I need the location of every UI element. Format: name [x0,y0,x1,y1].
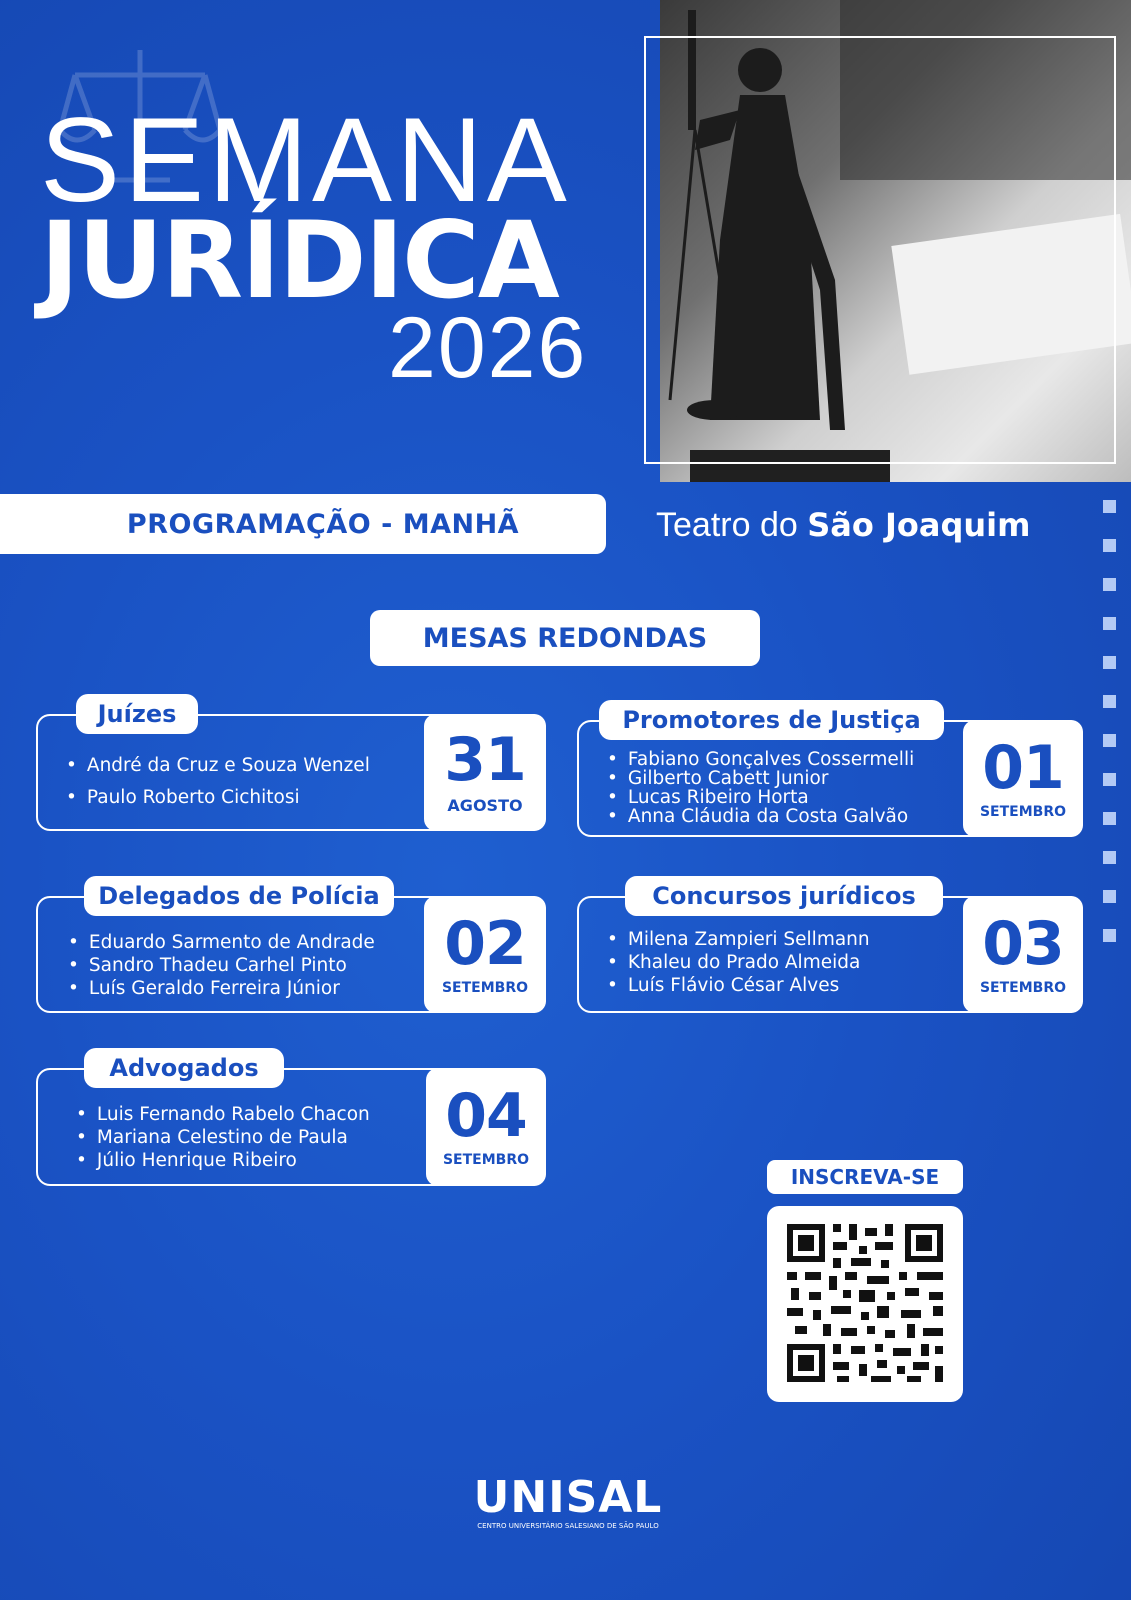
speaker-list [607,750,914,826]
venue [656,506,1030,545]
session-title: Concursos jurídicos [625,876,943,916]
date-month: SETEMBRO [441,979,529,996]
speaker: • Júlio Henrique Ribeiro [76,1149,370,1172]
session-date [424,714,546,831]
date-day: 04 [445,1081,527,1151]
speaker-list [607,928,870,997]
mesas-redondas-heading [370,610,760,666]
session-date [424,896,546,1013]
speaker-list [76,1103,370,1172]
speaker: • André da Cruz e Souza Wenzel [66,750,370,782]
qr-code-icon [767,1206,963,1402]
photo-frame [644,36,1116,464]
venue-prefix: Teatro do [656,506,798,544]
speaker: • Luis Fernando Rabelo Chacon [76,1103,370,1126]
decorative-dots [1103,500,1116,942]
title-juridica: JURÍDICA [40,199,558,322]
program-banner [0,494,606,554]
speaker-list [68,931,375,1000]
speaker: • Sandro Thadeu Carhel Pinto [68,954,375,977]
speaker: • Eduardo Sarmento de Andrade [68,931,375,954]
date-day: 01 [982,732,1064,803]
speaker: • Mariana Celestino de Paula [76,1126,370,1149]
speaker: • Lucas Ribeiro Horta [607,788,914,807]
speaker: • Luís Geraldo Ferreira Júnior [68,977,375,1000]
logo-word: UNISAL [473,1472,663,1523]
date-day: 31 [444,725,526,795]
title-semana: SEMANA [40,93,571,227]
speaker: • Gilberto Cabett Junior [607,769,914,788]
title-year: 2026 [388,300,588,396]
date-day: 03 [982,908,1064,979]
venue-name: São Joaquim [807,506,1031,544]
date-day: 02 [444,908,526,979]
logo-subtitle: CENTRO UNIVERSITÁRIO SALESIANO DE SÃO PAULO [477,1522,659,1530]
signup-qr-code[interactable] [767,1206,963,1402]
speaker: • Fabiano Gonçalves Cossermelli [607,750,914,769]
session-title: Promotores de Justiça [599,700,944,740]
date-month: SETEMBRO [442,1152,530,1168]
session-title: Juízes [76,694,198,734]
speaker: • Luís Flávio César Alves [607,974,870,997]
session-title: Delegados de Polícia [84,876,394,916]
speaker: • Anna Cláudia da Costa Galvão [607,807,914,826]
date-month: AGOSTO [447,796,523,815]
speaker: • Milena Zampieri Sellmann [607,928,870,951]
date-month: SETEMBRO [979,979,1067,996]
date-month: SETEMBRO [979,803,1067,820]
speaker: • Khaleu do Prado Almeida [607,951,870,974]
session-title: Advogados [84,1048,284,1088]
speaker: • Paulo Roberto Cichitosi [66,782,370,814]
speaker-list [66,750,370,814]
session-date [963,896,1083,1013]
session-date [426,1068,546,1186]
unisal-logo [468,1472,668,1530]
program-label: PROGRAMAÇÃO - MANHÃ [126,508,520,540]
signup-label: INSCREVA-SE [790,1165,940,1189]
mesas-label: MESAS REDONDAS [422,622,708,654]
session-date [963,720,1083,837]
signup-label-badge [767,1160,963,1194]
